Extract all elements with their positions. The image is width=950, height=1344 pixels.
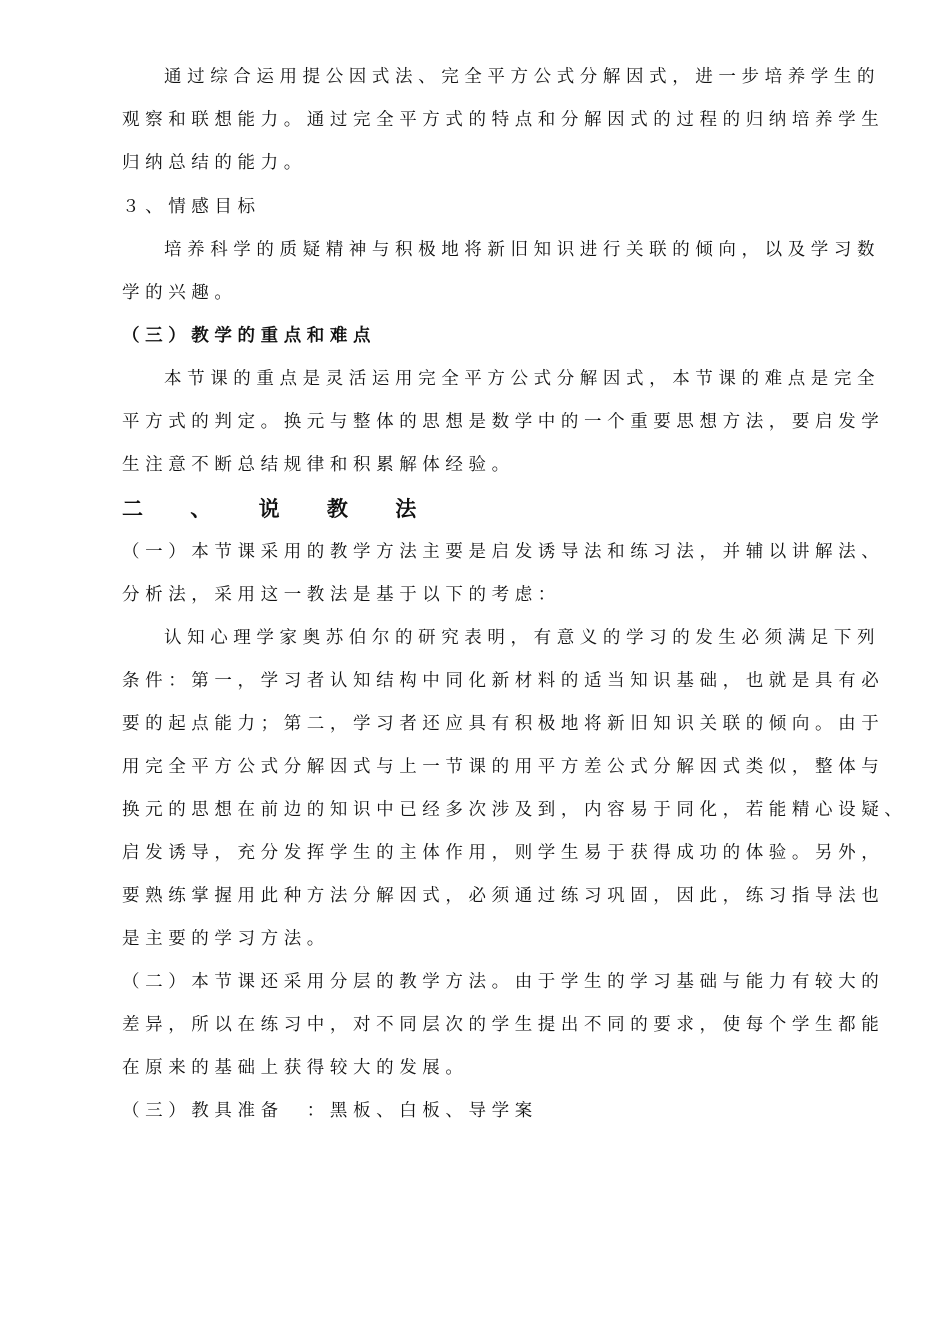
paragraph-line: 认知心理学家奥苏伯尔的研究表明，有意义的学习的发生必须满足下列 — [164, 628, 881, 648]
paragraph-line: 条件：第一，学习者认知结构中同化新材料的适当知识基础，也就是具有必 — [122, 671, 885, 691]
section-heading-teaching-method: 二 、 说 教 法 — [122, 497, 437, 521]
paragraph-line: 差异，所以在练习中，对不同层次的学生提出不同的要求，使每个学生都能 — [122, 1015, 885, 1035]
subheading-emotion-goals: ３、情感目标 — [122, 197, 261, 217]
paragraph-line: 换元的思想在前边的知识中已经多次涉及到，内容易于同化，若能精心设疑、 — [122, 800, 908, 820]
paragraph-line: 观察和联想能力。通过完全平方式的特点和分解因式的过程的归纳培养学生 — [122, 110, 885, 130]
paragraph-line: 培养科学的质疑精神与积极地将新旧知识进行关联的倾向，以及学习数 — [164, 240, 881, 260]
paragraph-line: 要熟练掌握用此种方法分解因式，必须通过练习巩固，因此，练习指导法也 — [122, 886, 885, 906]
paragraph-line: 通过综合运用提公因式法、完全平方公式分解因式，进一步培养学生的 — [164, 67, 881, 87]
paragraph-line: 本节课的重点是灵活运用完全平方公式分解因式，本节课的难点是完全 — [164, 369, 881, 389]
paragraph-line: 生注意不断总结规律和积累解体经验。 — [122, 455, 515, 475]
paragraph-line: （二）本节课还采用分层的教学方法。由于学生的学习基础与能力有较大的 — [122, 972, 885, 992]
paragraph-line: 启发诱导，充分发挥学生的主体作用，则学生易于获得成功的体验。另外， — [122, 843, 885, 863]
paragraph-line: 学的兴趣。 — [122, 283, 238, 303]
paragraph-line: 归纳总结的能力。 — [122, 153, 307, 173]
paragraph-line: 是主要的学习方法。 — [122, 929, 330, 949]
paragraph-line: 在原来的基础上获得较大的发展。 — [122, 1058, 469, 1078]
paragraph-line: 分析法，采用这一教法是基于以下的考虑： — [122, 585, 561, 605]
subheading-key-points: （三）教学的重点和难点 — [122, 326, 377, 346]
teaching-tools-line: （三）教具准备 ：黑板、白板、导学案 — [122, 1101, 538, 1121]
paragraph-line: 要的起点能力；第二，学习者还应具有积极地将新旧知识关联的倾向。由于 — [122, 714, 885, 734]
paragraph-line: （一）本节课采用的教学方法主要是启发诱导法和练习法，并辅以讲解法、 — [122, 542, 885, 562]
paragraph-line: 用完全平方公式分解因式与上一节课的用平方差公式分解因式类似，整体与 — [122, 757, 885, 777]
paragraph-line: 平方式的判定。换元与整体的思想是数学中的一个重要思想方法，要启发学 — [122, 412, 885, 432]
